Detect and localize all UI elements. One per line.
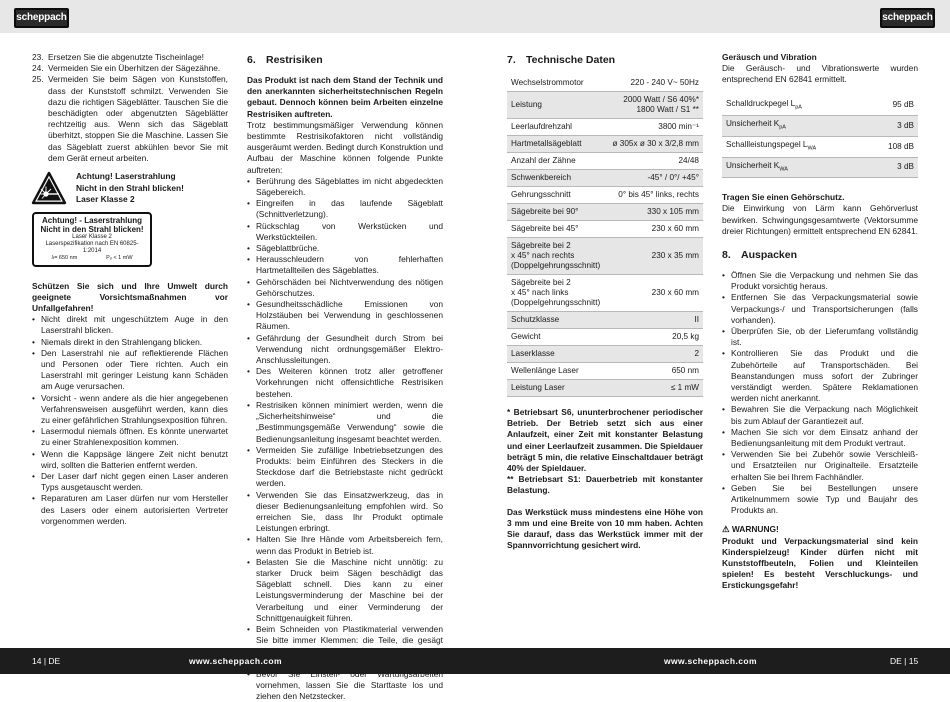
list-item: • Der Laser darf nicht gegen einen Laser anderen Typs ausgetauscht werden. (32, 471, 228, 493)
restrisiken-list (247, 176, 443, 702)
hearing-protection-text: Die Einwirkung von Lärm kann Gehörverlust bewirken. Schwingungsgesamtwerte (Vektorsumme dreier Richtungen) ermittelt entsprechend EN 62841. (722, 203, 918, 236)
column-noise-unpacking (722, 52, 918, 592)
spec-label: Schutzklasse (507, 312, 606, 329)
spec-value: -45° / 0°/ +45° (606, 170, 703, 187)
list-item: • Reparaturen am Laser dürfen nur vom Hersteller des Lasers oder einem autorisierten Vertreter vorgenommen werden. (32, 493, 228, 527)
table-row (507, 92, 703, 119)
scheppach-logo-left: scheppach (14, 8, 69, 28)
list-item: • Verwenden Sie bei Zubehör sowie Verschleiß- und Ersatzteilen nur Originalteile. Ersatzteile erhalten Sie bei Ihrem Fachhändler. (722, 449, 918, 483)
spec-value: 2000 Watt / S6 40%* 1800 Watt / S1 ** (606, 92, 703, 119)
page-number-right: DE | 15 (890, 656, 919, 666)
table-row (507, 238, 703, 275)
list-item: • Beim Schneiden von Plastikmaterial verwenden Sie bitte immer Klemmen: die Teile, die gesägt (247, 624, 443, 669)
list-item: • Entfernen Sie das Verpackungsmaterial sowie Verpackungs-/ und Transportsicherungen (falls vorhanden). (722, 292, 918, 326)
table-row (507, 187, 703, 204)
list-item: • Geben Sie bei Bestellungen unsere Artikelnummern sowie Typ und Baujahr des Produkts an. (722, 483, 918, 517)
list-item: • Halten Sie Ihre Hände vom Arbeitsbereich fern, wenn das Produkt in Betrieb ist. (247, 534, 443, 556)
numbered-safety-list (32, 52, 228, 164)
table-row (507, 75, 703, 92)
list-item: • Nicht direkt mit ungeschütztem Auge in den Laserstrahl blicken. (32, 314, 228, 336)
table-row (722, 96, 918, 116)
spec-label: Sägebreite bei 2 x 45° nach rechts (Doppelgehrungsschnitt) (507, 238, 606, 275)
laser-warning-text: Achtung! Laserstrahlung Nicht in den Strahl blicken! Laser Klasse 2 (76, 171, 184, 205)
operating-mode-s1-note: ** Betriebsart S1: Dauerbetrieb mit konstanter Belastung. (507, 474, 703, 496)
list-item: • Kontrollieren Sie das Produkt und die Zubehörteile auf Transportschäden. Bei Beanstandungen muss sofort der Zubringer verständigt werden. Spätere Reklamationen werden nicht anerkannt. (722, 348, 918, 404)
workpiece-note: Das Werkstück muss mindestens eine Höhe von 3 mm und eine Breite von 10 mm haben. Achten Sie darauf, dass das Werkstück immer mit der Spannvorrichtung gesichert wird. (507, 506, 703, 551)
table-row (507, 346, 703, 363)
noise-value: 95 dB (868, 96, 918, 116)
laser-warning (32, 171, 228, 206)
packaging-warning-heading: ⚠ WARNUNG! (722, 524, 779, 535)
laser-safety-list (32, 314, 228, 527)
spec-value: 3800 min⁻¹ (606, 119, 703, 136)
laser-class-label: Achtung! - Laserstrahlung Nicht in den Strahl blicken! Laser Klasse 2 Laserspezifikation nach EN 60825-1:2014 λ= 650 nm Pₒ < 1 mW (32, 212, 152, 267)
spec-label: Sägebreite bei 45° (507, 221, 606, 238)
section-heading-technische-daten: 7. Technische Daten (507, 54, 616, 66)
list-item: • Machen Sie sich vor dem Einsatz anhand der Bedienungsanleitung mit dem Produkt vertraut. (722, 427, 918, 449)
restrisiken-intro-bold: Das Produkt ist nach dem Stand der Technik und den anerkannten sicherheitstechnischen Regeln gebaut. Dennoch können beim Arbeiten einzelne Restrisiken auftreten. (247, 75, 443, 119)
list-item: • Eingreifen in das laufende Sägeblatt (Schnittverletzung). (247, 198, 443, 220)
warning-triangle-icon: ⚠ (722, 524, 732, 535)
spec-label: Sägebreite bei 2 x 45° nach links (Doppelgehrungsschnitt) (507, 275, 606, 312)
spec-label: Wechselstrommotor (507, 75, 606, 92)
spec-label: Sägebreite bei 90° (507, 204, 606, 221)
spec-label: Leerlaufdrehzahl (507, 119, 606, 136)
operating-mode-s6-note: * Betriebsart S6, ununterbrochener periodischer Betrieb. Der Betrieb setzt sich aus einer Anlaufzeit, einer Zeit mit konstanter Belastung und einer Leerlaufzeit zusammen. Die Spieldauer beträgt 5 min, die relative Einschaltdauer beträgt 40% der Spieldauer. (507, 407, 703, 474)
noise-text: Die Geräusch- und Vibrationswerte wurden entsprechend EN 62841 ermittelt. (722, 63, 918, 85)
spec-value: 24/48 (606, 153, 703, 170)
spec-label: Hartmetallsägeblatt (507, 136, 606, 153)
list-item: 25. Vermeiden Sie beim Sägen von Kunststoffen, dass der Kunststoff schmilzt. Verwenden Sie dazu die richtigen Sägeblätter. Tauschen Sie die beschädigten oder abgenutzten Sägeblätter rechtzeitig aus. Wenn sich das Sägeblatt überhitzt, stoppen Sie die Maschine. Lassen Sie das Sägeblatt zuerst abkühlen bevor Sie mit dem Gerät erneut arbeiten. (32, 74, 228, 163)
noise-value: 3 dB (868, 157, 918, 178)
column-safety-continued (32, 52, 228, 527)
list-item: • vornehmen, lassen Sie die Starttaste los und ziehen den Netzstecker. (247, 669, 443, 702)
table-row (507, 221, 703, 238)
noise-value: 3 dB (868, 116, 918, 137)
spec-value: 2 (606, 346, 703, 363)
column-technische-daten (507, 52, 703, 551)
table-row (507, 136, 703, 153)
list-item: • Belasten Sie die Maschine nicht unnötig: zu starker Druck beim Sägen beschädigt das Sägeblatt schnell. Dies kann zu einer Leistungsverminderung der Maschine bei der Verarbeitung und einer Verminderung der Schnittgenauigkeit führen. (247, 557, 443, 624)
list-item: • Wenn die Kappsäge längere Zeit nicht benutzt wird, sollten die Batterien entfernt werden. (32, 449, 228, 471)
spec-label: Schwenkbereich (507, 170, 606, 187)
spec-value: 230 x 35 mm (606, 238, 703, 275)
page-number-left: 14 | DE (32, 656, 61, 666)
spec-value: ø 305x ø 30 x 3/2,8 mm (606, 136, 703, 153)
list-item: • Überprüfen Sie, ob der Lieferumfang vollständig ist. (722, 326, 918, 348)
list-item: • Niemals direkt in den Strahlengang blicken. (32, 337, 228, 348)
noise-label: Schallleistungspegel $L_{WA}$ (722, 136, 868, 157)
spec-value: 230 x 60 mm (606, 221, 703, 238)
table-row (507, 204, 703, 221)
spec-value: II (606, 312, 703, 329)
website-link-right[interactable]: www.scheppach.com (664, 656, 757, 666)
restrisiken-intro: Trotz bestimmungsmäßiger Verwendung können bestimmte Restrisikofaktoren nicht vollständig ausgeräumt werden. Bedingt durch Konstruktion und Aufbau der Maschine können folgende Punkte auftreten: (247, 119, 443, 175)
list-item: • Bewahren Sie die Verpackung nach Möglichkeit bis zum Ablauf der Garantiezeit auf. (722, 404, 918, 426)
spec-value: 650 nm (606, 363, 703, 380)
list-item: • Verwenden Sie das Einsatzwerkzeug, das in dieser Bedienungsanleitung empfohlen wird. So erreichen Sie, dass Ihr Produkt optimale Leistungen erbringt. (247, 490, 443, 535)
spec-label: Gehrungsschnitt (507, 187, 606, 204)
list-item: • Berührung des Sägeblattes im nicht abgedeckten Sägebereich. (247, 176, 443, 198)
spec-label: Laserklasse (507, 346, 606, 363)
spec-value: 0° bis 45° links, rechts (606, 187, 703, 204)
spec-label: Anzahl der Zähne (507, 153, 606, 170)
section-heading-auspacken: 8. Auspacken (722, 248, 798, 261)
list-item: • Den Laserstrahl nie auf reflektierende Flächen und Personen oder Tiere richten. Auch ein Laserstrahl mit geringer Leistung kann Schäden am Auge verursachen. (32, 348, 228, 393)
spec-value: 20,5 kg (606, 329, 703, 346)
spec-label: Gewicht (507, 329, 606, 346)
table-row (507, 329, 703, 346)
noise-heading: Geräusch und Vibration (722, 52, 817, 62)
list-item: 24. Vermeiden Sie ein Überhitzen der Sägezähne. (32, 63, 221, 74)
table-row (722, 157, 918, 178)
table-row (722, 136, 918, 157)
list-item: • Gesundheitsschädliche Emissionen von Holzstäuben bei Verwendung in geschlossenen Räumen. (247, 299, 443, 333)
noise-label: Unsicherheit $K_{pA}$ (722, 116, 868, 137)
list-item: • Gehörschäden bei Nichtverwendung des nötigen Gehörschutzes. (247, 277, 443, 299)
table-row (507, 119, 703, 136)
list-item: • Restrisiken können minimiert werden, wenn die „Sicherheitshinweise“ und die „Bestimmungsgemäße Verwendung“ sowie die Bedienungsanleitung insgesamt beachtet werden. (247, 400, 443, 445)
table-row (507, 363, 703, 380)
table-row (507, 153, 703, 170)
table-row (507, 380, 703, 397)
spec-value: 220 - 240 V~ 50Hz (606, 75, 703, 92)
packaging-warning-text: Produkt und Verpackungsmaterial sind kein Kinderspielzeug! Kinder dürfen nicht mit Kunststoffbeuteln, Folien und Kleinteilen spielen! Es besteht Verschluckungs- und Erstickungsgefahr! (722, 535, 918, 591)
page-header-bar (0, 0, 950, 33)
noise-label: Unsicherheit $K_{WA}$ (722, 157, 868, 178)
spec-value: 330 x 105 mm (606, 204, 703, 221)
spec-value: 230 x 60 mm (606, 275, 703, 312)
list-item: • Vermeiden Sie zufällige Inbetriebsetzungen des Produkts: beim Einführen des Steckers in die Steckdose darf die Betriebstaste nicht gedrückt werden. (247, 445, 443, 490)
noise-label: Schalldruckpegel $L_{pA}$ (722, 96, 868, 116)
hearing-protection-heading: Tragen Sie einen Gehörschutz. (722, 192, 845, 203)
table-row (722, 116, 918, 137)
list-item: • Gefährdung der Gesundheit durch Strom bei Verwendung nicht ordnungsgemäßer Elektro-Anschlussleitungen. (247, 333, 443, 367)
page-footer-bar (0, 648, 950, 674)
spec-value: ≤ 1 mW (606, 380, 703, 397)
section-heading-restrisiken: 6. Restrisiken (247, 54, 323, 66)
table-row (507, 275, 703, 312)
spec-label: Wellenlänge Laser (507, 363, 606, 380)
list-item: • Öffnen Sie die Verpackung und nehmen Sie das Produkt vorsichtig heraus. (722, 270, 918, 292)
unpacking-list (722, 270, 918, 516)
table-row (507, 312, 703, 329)
list-item: • Sägeblattbrüche. (247, 243, 443, 254)
noise-table (722, 96, 918, 179)
spec-label: Leistung (507, 92, 606, 119)
protection-intro: Schützen Sie sich und Ihre Umwelt durch geeignete Vorsichtsmaßnahmen vor Unfallgefahren! (32, 280, 228, 313)
list-item: 23. Ersetzen Sie die abgenutzte Tischeinlage! (32, 52, 204, 62)
spec-label: Leistung Laser (507, 380, 606, 397)
list-item: • Lasermodul niemals öffnen. Es könnte unerwartet zu einer Strahlenexposition kommen. (32, 426, 228, 448)
technical-data-table (507, 75, 703, 397)
list-item: • Des Weiteren können trotz aller getroffener Vorkehrungen nicht offensichtliche Restrisiken bestehen. (247, 366, 443, 400)
list-item: • Herausschleudern von fehlerhaften Hartmetallteilen des Sägeblattes. (247, 254, 443, 276)
table-row (507, 170, 703, 187)
laser-warning-icon (32, 172, 66, 204)
website-link-left[interactable]: www.scheppach.com (189, 656, 282, 666)
noise-value: 108 dB (868, 136, 918, 157)
scheppach-logo-right: scheppach (880, 8, 935, 28)
column-restrisiken (247, 52, 443, 702)
list-item: • Vorsicht - wenn andere als die hier angegebenen Verfahrensweisen ausgeführt werden, kann dies zu einer gefährlichen Strahlungsexposition führen. (32, 393, 228, 427)
list-item: • Rückschlag von Werkstücken und Werkstückteilen. (247, 221, 443, 243)
